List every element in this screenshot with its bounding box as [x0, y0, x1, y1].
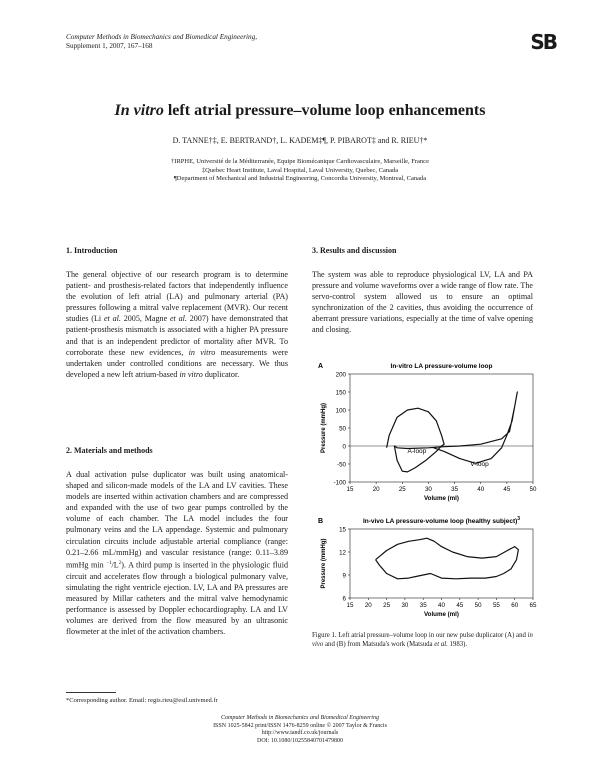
y-tick-label-b: 15 — [339, 526, 346, 534]
x-tick-label-a: 20 — [372, 486, 380, 493]
x-tick-label-b: 45 — [456, 602, 464, 609]
intro-paragraph — [66, 269, 288, 380]
y-tick-label-a: -100 — [333, 479, 346, 487]
journal-issue: Supplement 1, 2007, 167–168 — [66, 42, 153, 50]
chart-panel-b — [318, 516, 537, 618]
series-line-b — [376, 538, 519, 579]
footnote-rule — [66, 692, 116, 693]
x-tick-label-a: 50 — [529, 486, 537, 493]
y-axis-label-a: Pressure (mmHg) — [321, 402, 327, 454]
caption-label: Figure 1. — [312, 632, 337, 639]
methods-text-3: ). A third pump is inserted in the physiologic fluid circuit and accelerates flow through a biological pulmonary valve, simulating the right ventricle ejection. LV, LA and PA pressures are measured by Millar catheters and the mitral valve hemodynamic performance is assessed by Doppler echocardiography. LA and LV volumes are derived from the flow measured by an ultrasonic flowmeter at the inlet of the activation chambers. — [66, 560, 288, 636]
chart-panel-a — [318, 363, 537, 502]
x-tick-label-a: 45 — [503, 486, 511, 493]
y-tick-label-a: 100 — [335, 407, 346, 415]
x-tick-label-b: 60 — [511, 602, 519, 609]
intro-text-1: The general objective of our research program is to determine patient- and prosthesis-related factors that independently influence the evolution of left atrial (LA) and pulmonary arterial (PA) pressures following a mitral valve replacement (MVR). Our recent studies (Li — [66, 270, 288, 324]
page-footer — [0, 715, 600, 745]
x-tick-label-b: 50 — [474, 602, 482, 609]
caption-text-1: Left atrial pressure–volume loop in our new pulse duplicator (A) and — [336, 632, 528, 639]
intro-text-5: duplicator. — [202, 369, 240, 379]
affiliation-2: ‡Quebec Heart Institute, Laval Hospital, Laval University, Quebec, Canada — [201, 166, 399, 174]
intro-invitro-2: in vitro — [179, 369, 203, 379]
footer-doi: DOI: 10.1080/10255840701479800 — [257, 737, 343, 744]
footer-issn: ISSN 1025-5842 print/ISSN 1476-8259 online © 2007 Taylor & Francis — [213, 722, 387, 729]
journal-header — [66, 33, 257, 51]
results-section — [312, 246, 533, 336]
y-tick-label-a: -50 — [337, 461, 346, 469]
x-tick-label-b: 35 — [419, 602, 427, 609]
y-tick-label-b: 6 — [342, 595, 346, 603]
publisher-logo: SB — [530, 30, 556, 54]
y-tick-label-b: 12 — [339, 549, 346, 557]
x-tick-label-a: 40 — [477, 486, 485, 493]
y-tick-label-a: 150 — [335, 389, 346, 397]
intro-text-2: 2005, Magne — [120, 314, 170, 324]
paper-title — [0, 102, 600, 120]
chart-title-a: In-vitro LA pressure-volume loop — [390, 363, 493, 370]
caption-etal: et al. — [434, 640, 448, 648]
y-tick-label-b: 9 — [342, 572, 346, 580]
y-tick-label-a: 200 — [335, 371, 346, 379]
x-tick-label-b: 30 — [401, 602, 409, 609]
intro-text-4: measurements were undertaken under controlled conditions are necessary. We thus developed a new left atrium-based — [66, 347, 288, 379]
methods-sup-1: −1 — [106, 560, 112, 566]
title-italic: In vitro — [114, 102, 164, 119]
x-axis-label-b: Volume (ml) — [424, 611, 459, 618]
annotation-v-loop: V-loop — [470, 460, 489, 468]
x-tick-label-b: 20 — [364, 602, 372, 609]
x-tick-label-b: 25 — [383, 602, 391, 609]
y-tick-label-a: 50 — [339, 425, 346, 433]
x-axis-label-a: Volume (ml) — [424, 495, 459, 502]
results-paragraph: The system was able to reproduce physiological LV, LA and PA pressure and volume waveforms over a wide range of flow rate. The servo-control system allowed us to ensure an optimal synchronization of the 2 cavities, thus avoiding the occurrence of aberrant pressure variations, especially at the time of valve opening and closing. — [312, 270, 533, 335]
plot-frame-a — [350, 374, 533, 482]
figure-1 — [312, 362, 537, 627]
affiliation-1: †IRPHE, Université de la Méditerranée, Equipe Biomécanique Cardiovasculaire, Marseille, France — [171, 158, 429, 165]
caption-text-3: 1983). — [447, 640, 468, 648]
annotation-a-loop: A-loop — [407, 448, 427, 456]
footnote: *Corresponding author. Email: regis.rieu@esil.univmed.fr — [66, 697, 218, 704]
methods-paragraph — [66, 469, 288, 637]
x-tick-label-a: 35 — [451, 486, 459, 493]
panel-label-a: A — [318, 363, 324, 370]
x-tick-label-a: 15 — [346, 486, 354, 493]
chart-title-b: In-vivo LA pressure-volume loop (healthy subject)$^3$ — [362, 516, 521, 525]
panel-label-b: B — [318, 518, 324, 525]
caption-italic: in vivo — [312, 632, 533, 648]
footer-url: http://www.tandf.co.uk/journals — [261, 730, 339, 737]
intro-invitro-1: in vitro — [188, 347, 216, 357]
y-tick-label-a: 0 — [342, 443, 346, 451]
results-heading: 3. Results and discussion — [312, 246, 397, 255]
methods-section — [66, 446, 288, 637]
footer-journal: Computer Methods in Biomechanics and Biomedical Engineering — [221, 715, 379, 721]
plot-frame-b — [350, 529, 533, 598]
authors: D. TANNE†‡, E. BERTRAND†, L. KADEM‡¶, P. PIBAROT‡ and R. RIEU†* — [172, 136, 428, 145]
methods-sup-2: 2 — [118, 560, 122, 566]
affiliations — [0, 158, 600, 184]
y-axis-label-b: Pressure (mmHg) — [321, 538, 327, 589]
intro-text-3: 2007) have demonstrated that patient-prosthesis mismatch is associated with a higher PA pressure and that is an independent predictor of mortality after MVR. To corroborate these new evidences, — [66, 314, 288, 357]
caption-text-2: and (B) from Matsuda's work (Matsuda — [323, 640, 435, 648]
figure-caption — [312, 632, 533, 650]
x-tick-label-b: 65 — [529, 602, 537, 609]
x-tick-label-a: 25 — [398, 486, 406, 493]
x-tick-label-b: 15 — [346, 602, 354, 609]
x-tick-label-b: 40 — [438, 602, 445, 609]
affiliation-3: ¶Department of Mechanical and Industrial Engineering, Concordia University, Montreal, Canada — [173, 175, 427, 182]
intro-heading: 1. Introduction — [66, 246, 118, 255]
methods-text-2: /L — [111, 560, 119, 570]
journal-name: Computer Methods in Biomechanics and Biomedical Engineering, — [66, 33, 258, 41]
x-tick-label-b: 55 — [492, 602, 500, 609]
series-line-a — [387, 392, 518, 472]
intro-section — [66, 246, 288, 380]
methods-heading: 2. Materials and methods — [66, 446, 153, 455]
methods-text-1: A dual activation pulse duplicator was built using anatomical-shaped and silicon-made models of the LA and LV cavities. These models are inserted within activation chambers and are compressed and expanded with the use of two gear pumps controlled by the volume of each chamber. The LA model includes the four pulmonary veins and the LA appendage. Systemic and pulmonary circulation circuits include adjustable arterial compliance (range: 0.21–2.66 mL/mmHg) and vascular resistance (range: 0.11–3.89 mmHg min — [66, 470, 288, 570]
title-rest: left atrial pressure–volume loop enhancements — [163, 102, 486, 119]
x-tick-label-a: 30 — [424, 486, 432, 493]
intro-etal-2: et al. — [169, 314, 187, 324]
intro-etal-1: et al. — [103, 314, 121, 324]
